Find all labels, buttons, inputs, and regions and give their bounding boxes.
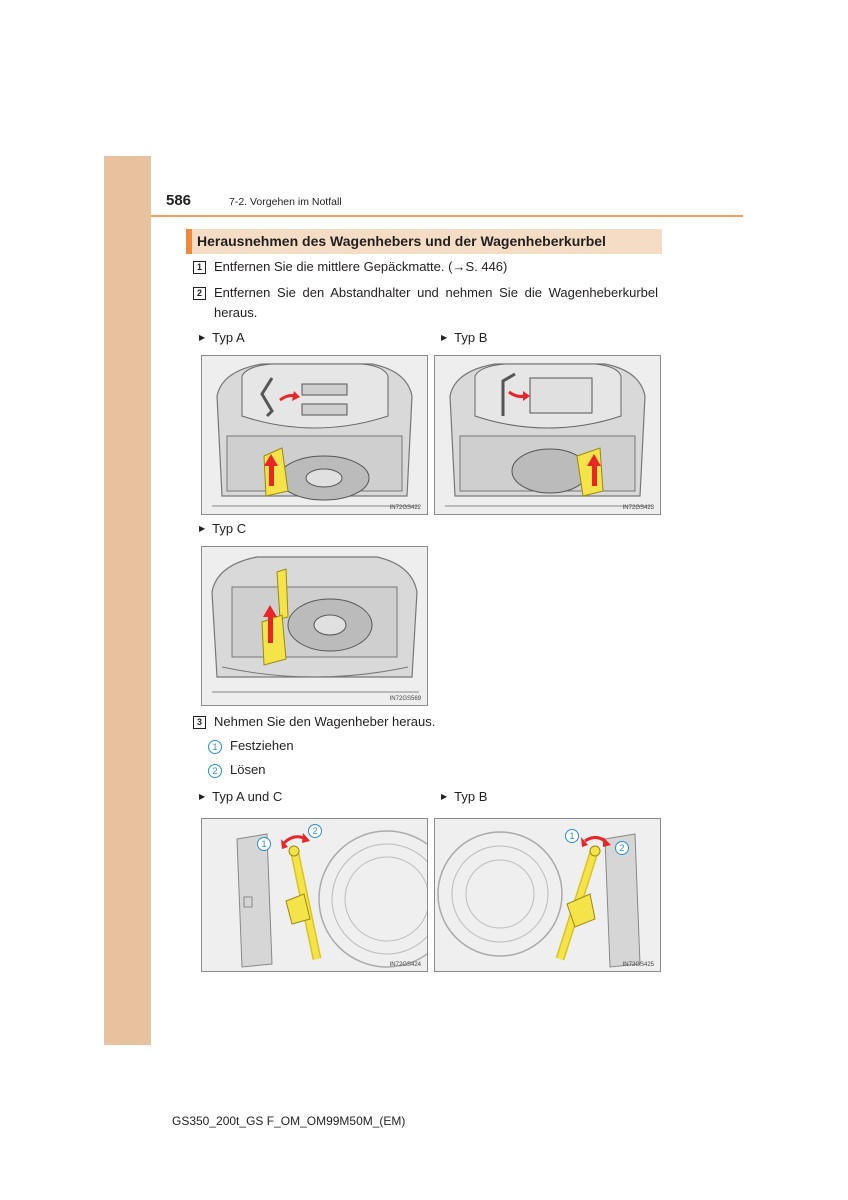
triangle-bullet-icon: ▶ <box>441 333 448 342</box>
callout-number: 2 <box>615 841 629 855</box>
triangle-bullet-icon: ▶ <box>441 792 448 801</box>
type-label: ▶ Typ A <box>199 330 245 345</box>
figure-code: IN72GS569 <box>389 696 421 702</box>
triangle-bullet-icon: ▶ <box>199 792 206 801</box>
type-label: ▶ Typ C <box>199 521 247 536</box>
figure-trunk-type-c <box>201 546 428 706</box>
callout-number: 1 <box>257 837 271 851</box>
type-label: ▶ Typ B <box>441 789 488 804</box>
figure-code: IN72GS422 <box>389 505 421 511</box>
footer-doc-code: GS350_200t_GS F_OM_OM99M50M_(EM) <box>172 1114 406 1128</box>
type-label: ▶ Typ A und C <box>199 789 283 804</box>
step-number: 2 <box>193 287 206 300</box>
callout-number: 1 <box>208 740 222 754</box>
callout-number: 2 <box>208 764 222 778</box>
legend-label: Festziehen <box>230 738 294 753</box>
figure-jack-type-b <box>434 818 661 972</box>
figure-trunk-type-a <box>201 355 428 515</box>
section-title: 7-2. Vorgehen im Notfall <box>229 196 342 208</box>
figure-code: IN72GS423 <box>622 505 654 511</box>
step-number: 1 <box>193 261 206 274</box>
step-text: Entfernen Sie die mittlere Gepäckmatte. (→S. 446) <box>214 259 508 274</box>
heading-title: Herausnehmen des Wagenhebers und der Wagenheberkurbel <box>197 233 606 249</box>
figure-jack-type-a-c <box>201 818 428 972</box>
figure-trunk-type-b <box>434 355 661 515</box>
side-bar <box>104 156 151 1045</box>
legend-label: Lösen <box>230 762 266 777</box>
type-label: ▶ Typ B <box>441 330 488 345</box>
callout-number: 2 <box>308 824 322 838</box>
figure-code: IN72GS424 <box>389 962 421 968</box>
triangle-bullet-icon: ▶ <box>199 333 206 342</box>
step-number: 3 <box>193 716 206 729</box>
triangle-bullet-icon: ▶ <box>199 524 206 533</box>
figure-code: IN72GS425 <box>622 962 654 968</box>
step-text: Entfernen Sie den Abstandhalter und nehmen Sie die Wagenheberkurbel heraus. <box>214 285 658 320</box>
header-rule <box>151 215 743 217</box>
step-text: Nehmen Sie den Wagenheber heraus. <box>214 714 436 729</box>
callout-number: 1 <box>565 829 579 843</box>
page-number: 586 <box>166 192 192 209</box>
